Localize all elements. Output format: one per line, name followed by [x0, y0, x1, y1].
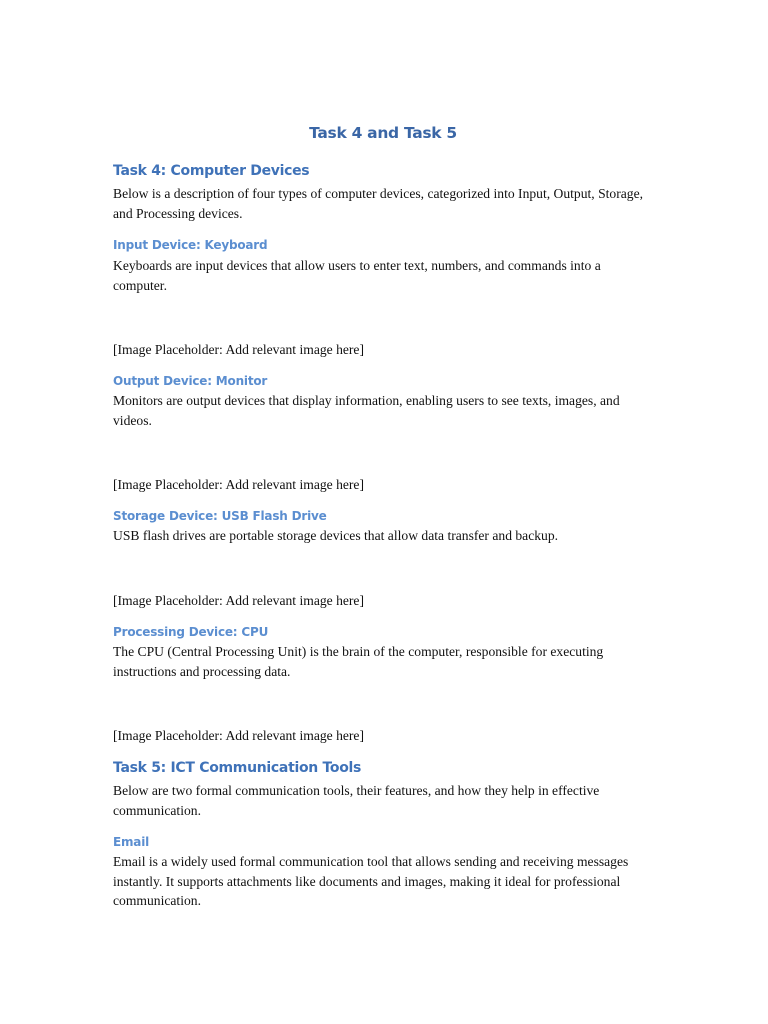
task5-heading: Task 5: ICT Communication Tools: [113, 760, 362, 776]
keyboard-text: Keyboards are input devices that allow users to enter text, numbers, and commands into a computer.: [113, 258, 601, 293]
email-heading: Email: [113, 835, 150, 849]
keyboard-heading: Input Device: Keyboard: [113, 238, 268, 252]
cpu-image-placeholder: [Image Placeholder: Add relevant image here]: [113, 728, 364, 743]
usb-heading: Storage Device: USB Flash Drive: [113, 509, 327, 523]
cpu-text: The CPU (Central Processing Unit) is the brain of the computer, responsible for executing instructions and processing data.: [113, 644, 604, 679]
usb-text: USB flash drives are portable storage devices that allow data transfer and backup.: [113, 528, 559, 543]
monitor-heading: Output Device: Monitor: [113, 374, 268, 388]
task4-intro: Below is a description of four types of computer devices, categorized into Input, Output, Storage, and Processing devices.: [113, 186, 644, 221]
task4-heading: Task 4: Computer Devices: [113, 163, 310, 179]
task5-intro: Below are two formal communication tools, their features, and how they help in effective communication.: [113, 783, 600, 818]
keyboard-image-placeholder: [Image Placeholder: Add relevant image here]: [113, 342, 364, 357]
monitor-image-placeholder: [Image Placeholder: Add relevant image here]: [113, 477, 364, 492]
document-title: Task 4 and Task 5: [309, 124, 457, 142]
monitor-text: Monitors are output devices that display information, enabling users to see texts, images, and videos.: [113, 393, 620, 428]
usb-image-placeholder: [Image Placeholder: Add relevant image here]: [113, 593, 364, 608]
cpu-heading: Processing Device: CPU: [113, 625, 269, 639]
email-text: Email is a widely used formal communication tool that allows sending and receiving messages instantly. It supports attachments like documents and images, making it ideal for professional communication.: [113, 854, 629, 909]
